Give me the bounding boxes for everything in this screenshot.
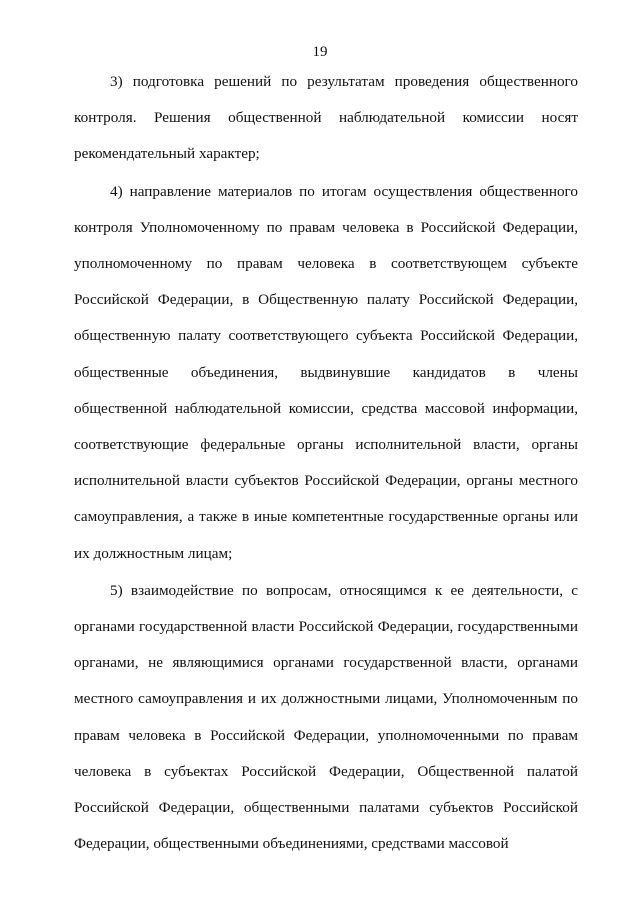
paragraph-item-5: 5) взаимодействие по вопросам, относящимся к ее деятельности, с органами государственной власти Российской Федерации, государственными органами, не являющимися органами государственной власти, органами местного самоуправления и их должностными лицами, Уполномоченным по правам человека в Российской Федерации, уполномоченными по правам человека в субъектах Российской Федерации, Общественной палатой Российской Федерации, общественными палатами субъектов Российской Федерации, общественными объединениями, средствами массовой — [74, 581, 578, 853]
page-number: 19 — [312, 44, 328, 60]
paragraph-item-4: 4) направление материалов по итогам осуществления общественного контроля Уполномоченному по правам человека в Российской Федерации, уполномоченному по правам человека в соответствующем субъекте Российской Федерации, в Общественную палату Российской Федерации, общественную палату соответствующего субъекта Российской Федерации, общественные объединения, выдвинувшие кандидатов в члены общественной наблюдательной комиссии, средства массовой информации, соответствующие федеральные органы исполнительной власти, органы исполнительной власти субъектов Российской Федерации, органы местного самоуправления, а также в иные компетентные государственные органы или их должностным лицам; — [74, 182, 578, 562]
paragraph-item-3: 3) подготовка решений по результатам проведения общественного контроля. Решения общественной наблюдательной комиссии носят рекомендательный характер; — [74, 73, 578, 163]
document-body — [74, 64, 578, 862]
